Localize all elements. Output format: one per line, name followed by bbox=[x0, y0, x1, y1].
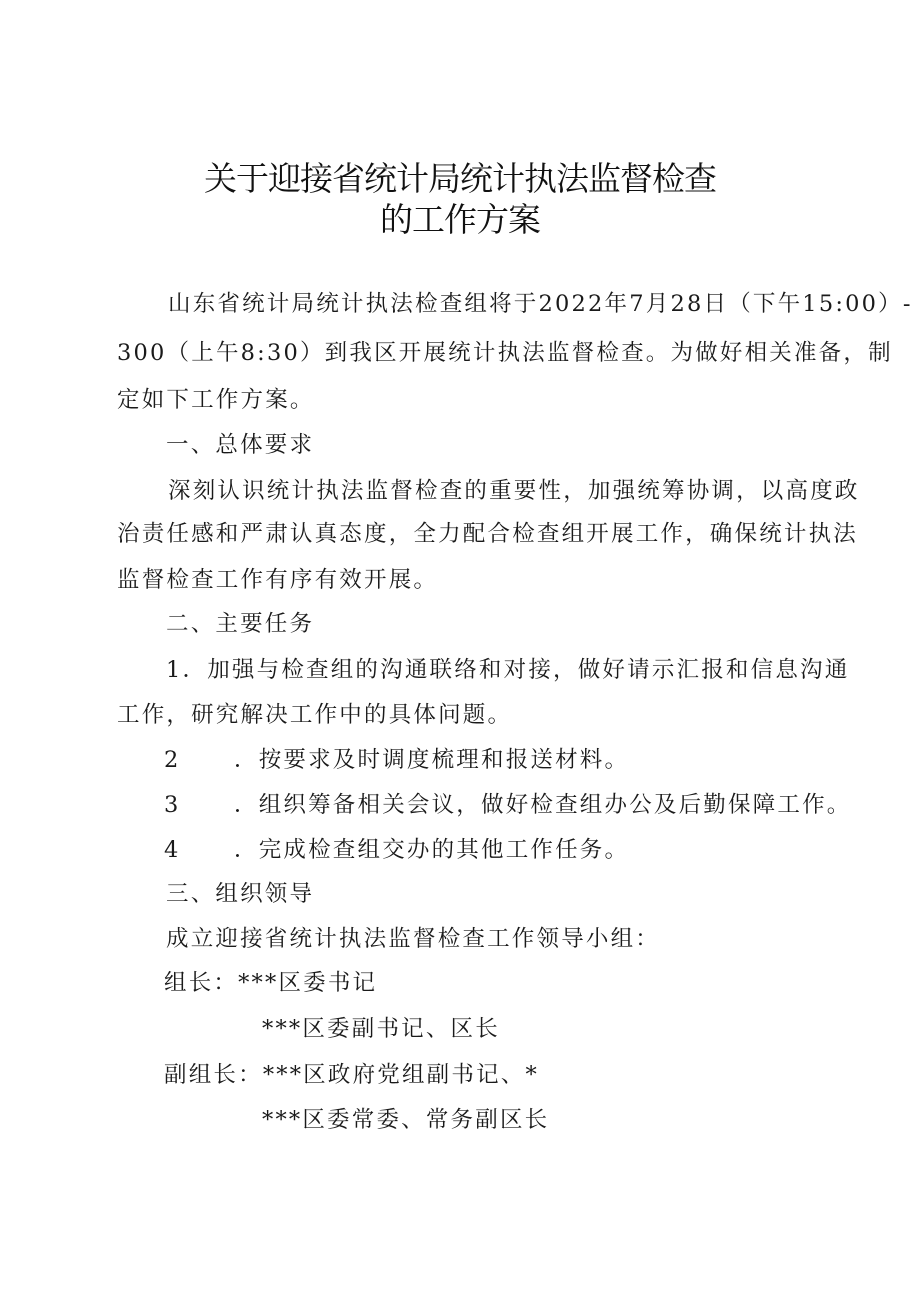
task-item-2-text: ．按要求及时调度梳理和报送材料。 bbox=[234, 747, 630, 773]
task-item-3 bbox=[164, 794, 852, 817]
section3-intro: 成立迎接省统计执法监督检查工作领导小组： bbox=[166, 926, 661, 952]
intro-line2: 300（上午8:30）到我区开展统计执法监督检查。为做好相关准备，制 bbox=[117, 340, 893, 366]
intro-line1: 山东省统计局统计执法检查组将于2022年7月28日（下午15:00）- bbox=[168, 291, 913, 317]
deputy-1: ***区政府党组副书记、* bbox=[262, 1062, 539, 1088]
section1-heading: 一、总体要求 bbox=[166, 432, 315, 458]
task-item-3-number: 3 bbox=[164, 792, 179, 818]
task-item-3-text: ．组织筹备相关会议，做好检查组办公及后勤保障工作。 bbox=[234, 792, 852, 818]
task-item-1-line1: 1．加强与检查组的沟通联络和对接，做好请示汇报和信息沟通 bbox=[166, 657, 850, 683]
leader-1: ***区委书记 bbox=[238, 970, 378, 996]
section2-heading: 二、主要任务 bbox=[166, 611, 315, 637]
section3-heading: 三、组织领导 bbox=[166, 881, 315, 907]
leader-label: 组长： bbox=[164, 970, 239, 996]
task-item-4-text: ．完成检查组交办的其他工作任务。 bbox=[234, 837, 630, 863]
task-item-2 bbox=[164, 749, 629, 772]
task-item-2-number: 2 bbox=[164, 747, 179, 773]
deputy-label: 副组长： bbox=[164, 1062, 263, 1088]
intro-line3: 定如下工作方案。 bbox=[117, 387, 315, 413]
document-title-line1: 关于迎接省统计局统计执法监督检查 bbox=[204, 159, 716, 198]
task-item-1-line2: 工作，研究解决工作中的具体问题。 bbox=[117, 702, 513, 728]
leader-row-1 bbox=[164, 972, 377, 995]
document-title-line2: 的工作方案 bbox=[380, 200, 540, 239]
leader-2: ***区委副书记、区长 bbox=[262, 1016, 500, 1042]
section1-line2: 治责任感和严肃认真态度，全力配合检查组开展工作，确保统计执法 bbox=[117, 521, 859, 547]
task-item-4-number: 4 bbox=[164, 837, 179, 863]
section1-line1: 深刻认识统计执法监督检查的重要性，加强统筹协调，以高度政 bbox=[168, 478, 860, 504]
section1-line3: 监督检查工作有序有效开展。 bbox=[117, 567, 439, 593]
task-item-4 bbox=[164, 839, 629, 862]
deputy-2: ***区委常委、常务副区长 bbox=[262, 1107, 550, 1133]
deputy-row-1 bbox=[164, 1064, 539, 1087]
